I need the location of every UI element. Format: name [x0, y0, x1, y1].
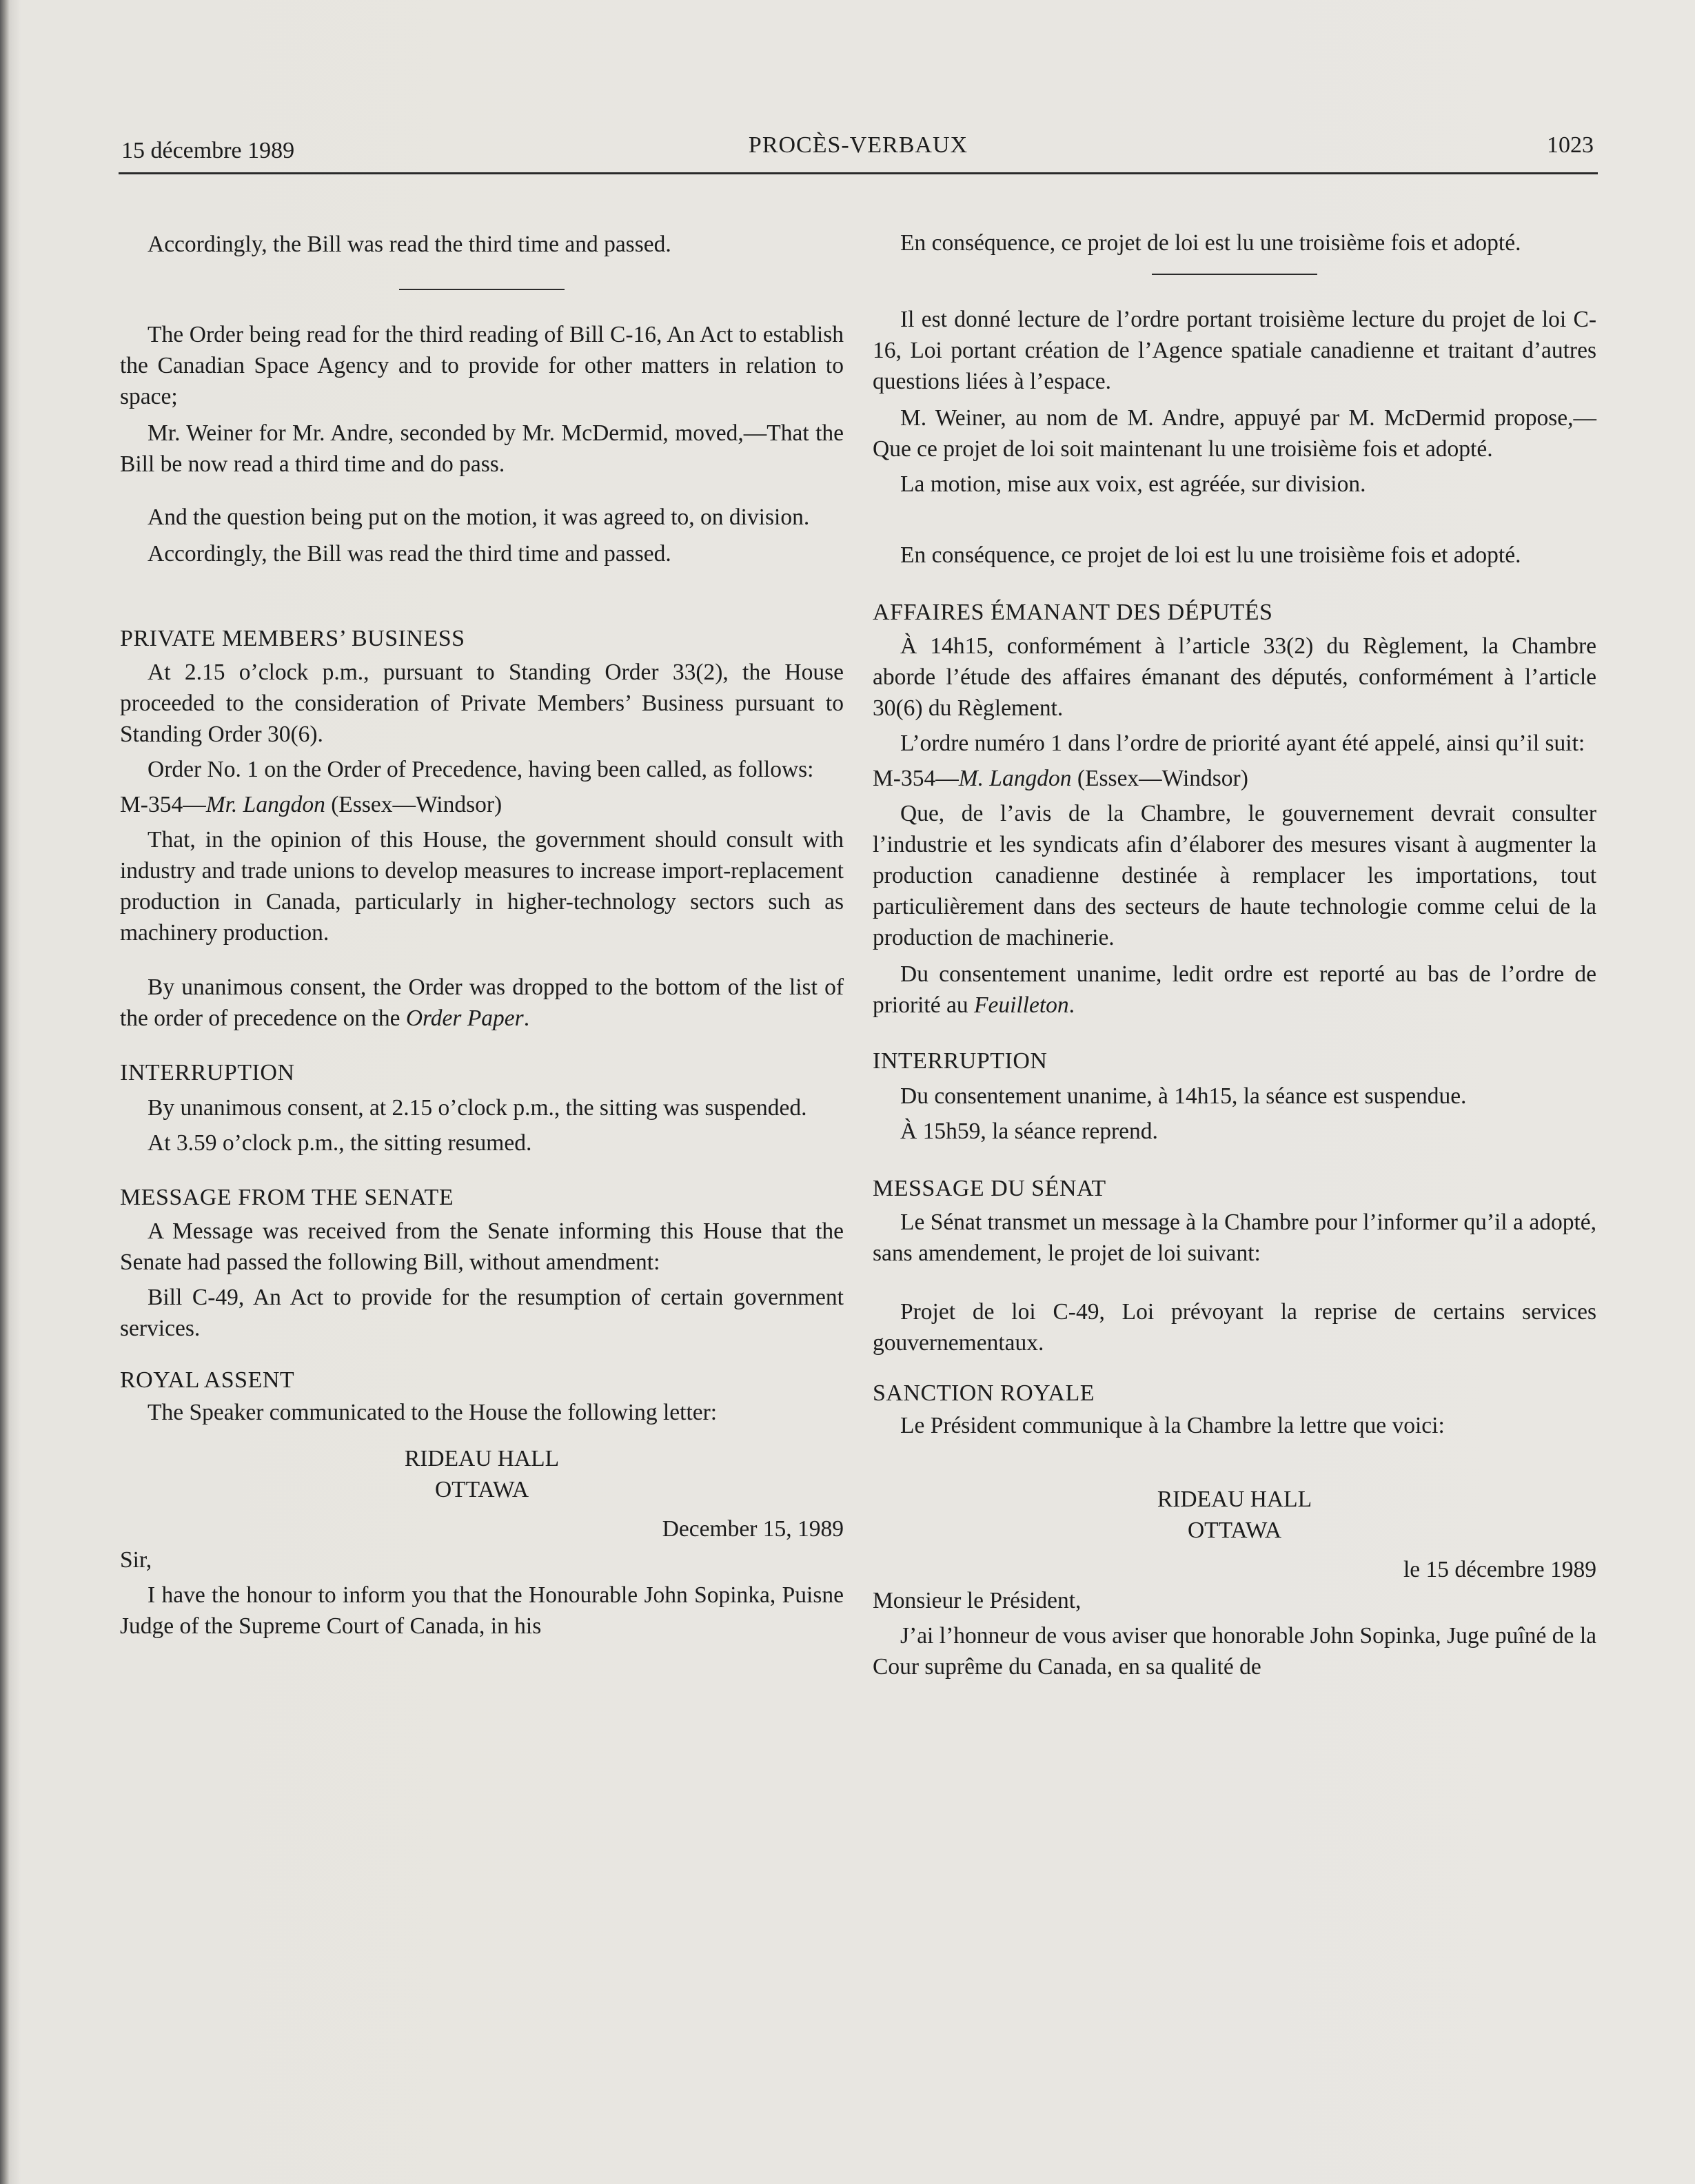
- paragraph: Le Sénat transmet un message à la Chambre pour l’informer qu’il a adopté, sans amendement, le projet de loi suivant:: [873, 1210, 1596, 1266]
- paragraph: Accordingly, the Bill was read the third time and passed.: [148, 232, 671, 257]
- paragraph: J’ai l’honneur de vous aviser que honorable John Sopinka, Juge puîné de la Cour suprême du Canada, en sa qualité de: [873, 1623, 1596, 1680]
- french-column: [873, 227, 1596, 1682]
- motion-number: M-354—: [873, 766, 959, 791]
- section-divider: [399, 289, 565, 290]
- paragraph: And the question being put on the motion, it was agreed to, on division.: [148, 504, 810, 530]
- section-heading: SANCTION ROYALE: [873, 1380, 1095, 1406]
- motion-number: M-354—: [120, 792, 206, 817]
- letter-date: December 15, 1989: [662, 1516, 844, 1542]
- paragraph: Le Président communique à la Chambre la lettre que voici:: [900, 1413, 1445, 1438]
- paragraph: M. Weiner, au nom de M. Andre, appuyé par M. McDermid propose,—Que ce projet de loi soit maintenant lu une troisième fois et adopté.: [873, 405, 1596, 462]
- paragraph: At 3.59 o’clock p.m., the sitting resumed.: [148, 1130, 532, 1156]
- paragraph: Projet de loi C-49, Loi prévoyant la reprise de certains services gouvernementaux.: [873, 1299, 1596, 1356]
- motion-riding: (Essex—Windsor): [325, 792, 503, 817]
- letter-salutation: Monsieur le Président,: [873, 1588, 1082, 1613]
- section-heading: MESSAGE DU SÉNAT: [873, 1176, 1106, 1201]
- letter-salutation: Sir,: [120, 1547, 152, 1573]
- paragraph: En conséquence, ce projet de loi est lu une troisième fois et adopté.: [900, 230, 1521, 256]
- section-heading: PRIVATE MEMBERS’ BUSINESS: [120, 626, 465, 651]
- paragraph: Du consentement unanime, à 14h15, la séance est suspendue.: [900, 1083, 1467, 1109]
- section-heading: ROYAL ASSENT: [120, 1367, 295, 1393]
- section-heading: INTERRUPTION: [873, 1048, 1048, 1074]
- paragraph: By unanimous consent, the Order was dropped to the bottom of the list of the order of precedence on the Order Paper.: [120, 974, 844, 1031]
- paragraph: À 15h59, la séance reprend.: [900, 1119, 1158, 1144]
- motion-title: [873, 763, 1596, 794]
- letter-address-line: RIDEAU HALL: [404, 1446, 560, 1471]
- page-header: [119, 132, 1598, 174]
- paragraph: A Message was received from the Senate informing this House that the Senate had passed the following Bill, without amendment:: [120, 1218, 844, 1275]
- paragraph: Accordingly, the Bill was read the third time and passed.: [148, 541, 671, 567]
- paragraph: I have the honour to inform you that the Honourable John Sopinka, Puisne Judge of the Supreme Court of Canada, in his: [120, 1582, 844, 1639]
- page-number: 1023: [1547, 132, 1594, 158]
- letter-address-line: OTTAWA: [1187, 1518, 1282, 1543]
- paragraph: La motion, mise aux voix, est agréée, sur division.: [900, 471, 1366, 497]
- letter-date: le 15 décembre 1989: [1403, 1557, 1596, 1582]
- motion-title: [120, 789, 844, 820]
- paragraph: The Order being read for the third reading of Bill C-16, An Act to establish the Canadian Space Agency and to provide for other matters in relation to space;: [120, 322, 844, 409]
- paragraph: At 2.15 o’clock p.m., pursuant to Standing Order 33(2), the House proceeded to the consideration of Private Members’ Business pursuant to Standing Order 30(6).: [120, 660, 844, 747]
- paragraph: Du consentement unanime, ledit ordre est reporté au bas de l’ordre de priorité au Feuilleton.: [873, 961, 1596, 1018]
- paragraph: By unanimous consent, at 2.15 o’clock p.m., the sitting was suspended.: [148, 1095, 807, 1121]
- motion-member: M. Langdon: [958, 766, 1072, 791]
- section-heading: AFFAIRES ÉMANANT DES DÉPUTÉS: [873, 600, 1273, 625]
- paragraph: À 14h15, conformément à l’article 33(2) du Règlement, la Chambre aborde l’étude des affaires émanant des députés, conformément à l’article 30(6) du Règlement.: [873, 633, 1596, 721]
- paragraph: Que, de l’avis de la Chambre, le gouvernement devrait consulter l’industrie et les syndicats afin d’élaborer des mesures visant à augmenter la production canadienne destinée à remplacer les importations, tout particulièrement dans des secteurs de haute technologie comme celui de la production de machinerie.: [873, 801, 1596, 950]
- header-date: 15 décembre 1989: [121, 138, 295, 163]
- paragraph: En conséquence, ce projet de loi est lu une troisième fois et adopté.: [900, 542, 1521, 568]
- paragraph: That, in the opinion of this House, the government should consult with industry and trade unions to develop measures to increase import-replacement production in Canada, particularly in higher-technology sectors such as machinery production.: [120, 827, 844, 946]
- paragraph: Bill C-49, An Act to provide for the resumption of certain government services.: [120, 1285, 844, 1341]
- motion-riding: (Essex—Windsor): [1071, 766, 1248, 791]
- paragraph: L’ordre numéro 1 dans l’ordre de priorité ayant été appelé, ainsi qu’il suit:: [900, 731, 1585, 756]
- paragraph: Order No. 1 on the Order of Precedence, having been called, as follows:: [148, 757, 814, 782]
- letter-address-line: RIDEAU HALL: [1157, 1487, 1312, 1512]
- section-heading: INTERRUPTION: [120, 1060, 295, 1085]
- motion-member: Mr. Langdon: [205, 792, 325, 817]
- letter-address-line: OTTAWA: [434, 1477, 529, 1502]
- paragraph: The Speaker communicated to the House the following letter:: [148, 1400, 718, 1425]
- section-heading: MESSAGE FROM THE SENATE: [120, 1185, 454, 1210]
- paragraph: Il est donné lecture de l’ordre portant troisième lecture du projet de loi C-16, Loi portant création de l’Agence spatiale canadienne et traitant d’autres questions liées à l’espace.: [873, 307, 1596, 394]
- english-column: [120, 227, 844, 1642]
- paragraph: Mr. Weiner for Mr. Andre, seconded by Mr. McDermid, moved,—That the Bill be now read a third time and do pass.: [120, 420, 844, 477]
- header-title: PROCÈS-VERBAUX: [748, 132, 968, 158]
- section-divider: [1152, 274, 1317, 275]
